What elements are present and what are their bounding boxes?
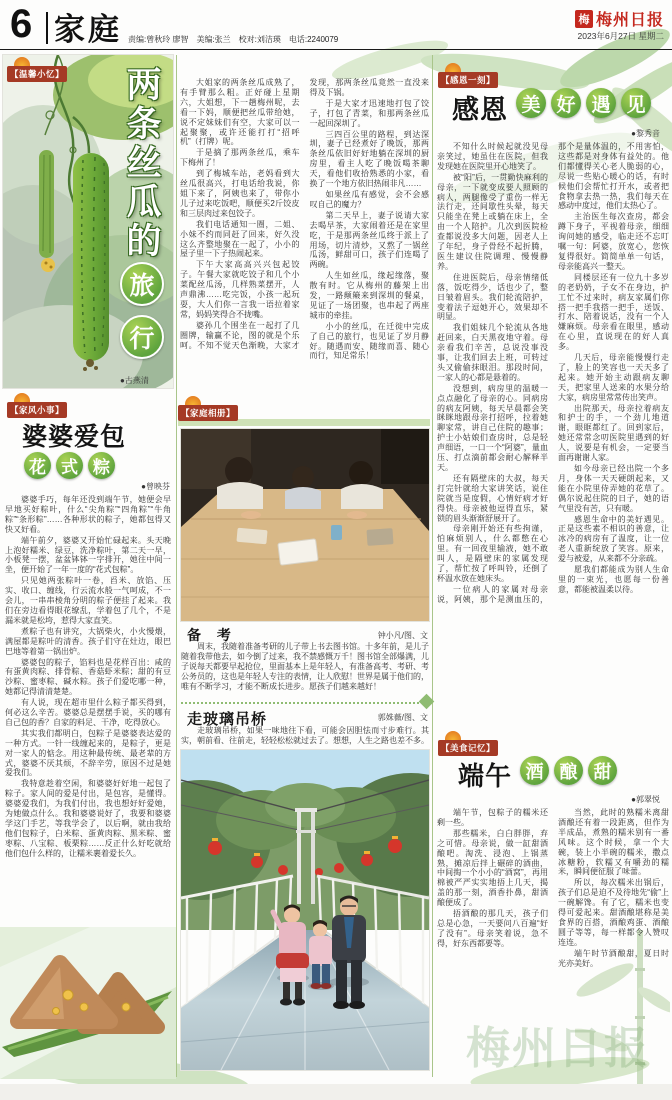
paragraph: 被“阳”后，一贯勤快麻利的母亲，一下就变成要人照顾的病人，两腿像受了重伤一样无法行走，还间歇性头晕，每天只能坐在凳上或躺在床上，全由一个人陪护。几次到医院检查都说没多大问题，因老人上了年纪，身子骨经不起折腾，医生建议住院调理、慢慢静养。 bbox=[437, 172, 548, 271]
title-circle-char: 行 bbox=[120, 315, 164, 359]
paragraph: 下午大家高高兴兴包起饺子。午餐大家就吃饺子和几个小菜配丝瓜汤，几样熟菜摆开，人声鼎沸……吃完饭，小孩一起玩耍，大人们你一言我一语拉着家常，妈妈笑得合不拢嘴。 bbox=[180, 260, 300, 319]
article-credit: 郭姝薇/图、文 bbox=[377, 713, 428, 722]
paragraph: 住进医院后，母亲情绪低落，饭吃得少，话也少了，整日皱着眉头。我们轮流陪护，变着法子逗她开心，效果却不明显。 bbox=[437, 272, 548, 322]
column-divider-right bbox=[432, 55, 433, 1077]
section-badge bbox=[438, 738, 498, 756]
paragraph: 那些糯米，白白胖胖，弃之可惜。母亲说，做一缸甜酒酿吧。淘洗、浸泡、上锅蒸熟，摊凉后拌上碾碎的酒曲，中间掏一个小小的“酒窝”，再用棉被严严实实地捂上几天，揭盖的那一刻，酒香扑鼻，甜酒酿便成了。 bbox=[437, 828, 548, 908]
column-divider-left bbox=[176, 55, 177, 1077]
paragraph: 煮粽子也有讲究，大锅柴火，小火慢煨，满屋都是粽叶的清香。孩子们守在灶边，眼巴巴地等着第一锅出炉。 bbox=[5, 626, 171, 656]
masthead bbox=[575, 7, 664, 30]
badge-label: 【家风小事】 bbox=[7, 402, 67, 418]
paragraph: 捂酒酿的那几天，孩子们总是心急，一天要问八百遍“好了没有”。母亲笑着说，急不得，好东西都要等。 bbox=[437, 909, 548, 948]
sun-icon bbox=[445, 731, 461, 740]
sun-icon bbox=[14, 57, 30, 66]
header-rule bbox=[0, 49, 672, 50]
paragraph: 小小的丝瓜，在迁徙中完成了自己的旅行，也见证了岁月静好。随遇而安、随缘而喜、随心而行，知足常乐！ bbox=[309, 321, 429, 361]
byline: ●曾映芬 bbox=[141, 482, 170, 491]
article-title-circles bbox=[120, 262, 164, 368]
zongzi-illustration bbox=[0, 927, 176, 1079]
article-body bbox=[437, 808, 669, 1040]
paragraph: 只见她两张粽叶一卷，舀米、放馅、压实、收口、缠线，行云流水般一气呵成，不一会儿，一串串棱角分明的粽子便挂了起来。我们在旁边看得眼花缭乱，学着包了几个，不是漏米就是松垮，惹得大家直笑。 bbox=[5, 576, 171, 625]
paragraph: 到了梅城车站，老妈看到大丝瓜很高兴，打电话给我说，你姐下来了，阿姨也来了，带你小儿子过来吃饭吧，顺便买2斤饺皮和三层肉过来包饺子。 bbox=[180, 169, 300, 218]
sun-icon bbox=[445, 63, 461, 72]
byline: ●古燕清 bbox=[120, 376, 149, 385]
photo-caption-title: 备 考 bbox=[187, 627, 237, 643]
paragraph: 不知什么时候起就没见母亲笑过，她虽住在医院，但我发现她在医院里开心地笑了。 bbox=[437, 142, 548, 171]
page-number: 6 bbox=[10, 2, 33, 46]
article-body: 走玻璃吊桥，如果一味地往下看，可能会因胆怯而寸步难行。其实，朝前看、往前走，轻轻松松就过去了。想想，人生之路也差不多。 bbox=[181, 726, 429, 745]
title-circle-char: 花 bbox=[24, 452, 51, 479]
paragraph: 还有隔壁床的大叔，每天打完针就给大家讲笑话，说住院就当是度假，心情好病才好得快。母亲被他逗得直乐，紧锁的眉头渐渐舒展开了。 bbox=[437, 473, 548, 523]
title-circle-char: 旅 bbox=[120, 262, 164, 306]
paragraph: 婆孙几个围坐在一起打了几圈牌，输赢不论，图的就是个乐呵。不知不觉天色渐晚，大家才发现，那两条丝瓜竟然一直没来得及下锅。 bbox=[180, 78, 429, 350]
paragraph: 婆婆手巧，每年还没到端午节，她便会早早地买好粽叶，什么“尖角粽”“四角粽”“牛角粽”“条形粽”……各种形状的粽子，她都包得又快又好看。 bbox=[5, 495, 171, 534]
title-circle-char: 粽 bbox=[88, 452, 115, 479]
masthead-name: 梅州日报 bbox=[595, 12, 664, 29]
title-circle-char: 见 bbox=[621, 88, 651, 118]
badge-label: 【美食记忆】 bbox=[438, 740, 498, 756]
badge-label: 【温馨小忆】 bbox=[7, 66, 67, 82]
glass-bridge-photo bbox=[181, 750, 429, 1070]
paragraph: 母亲刚开始还有些拘谨，怕麻烦别人，什么都憋在心里。有一回夜里输液，她不敢叫人，是隔壁床的家属发现了，帮忙按了呼叫铃，还倒了杯温水放在她床头。 bbox=[437, 524, 548, 583]
sun-icon bbox=[185, 396, 201, 405]
badge-label: 【家庭相册】 bbox=[178, 405, 238, 421]
article-title: 走玻璃吊桥 bbox=[187, 711, 268, 728]
editor-credits: 责编:曾秋玲 廖智 美编:张兰 校对:刘洁瑛 电话:2240079 bbox=[128, 35, 339, 44]
paragraph: 一位病人的家属对母亲说，阿姨，那个是测血压的，那个是量体温的，不用害怕，这些都是对身体有益处的。他们都懂得关心老人脆弱的心，尽说一些贴心暖心的话，有时候他们会帮忙打开水，或者把食物拿去热一热，我们每天在感动中度过，他们太热心了。 bbox=[437, 142, 669, 604]
article-body bbox=[5, 495, 171, 925]
title-circle-char: 遇 bbox=[586, 88, 616, 118]
paragraph: 端午时节酒酿甜，夏日时光亦美好。 bbox=[558, 948, 669, 968]
paragraph: 大姐家的两条丝瓜成熟了，有手臂那么粗。正好碰上星期六，大姐想，下一趟梅州呢，去看一下妈，顺便把丝瓜带给她，说不定妹妹们有空，大家可以一起聚聚，或许还能打打“招呼机”（打牌）呢。 bbox=[180, 78, 300, 147]
paragraph: 我特意趁着空闲，和婆婆好好地一起包了粽子。家人间的爱是付出，是包容，是懂得。婆婆爱我们，为我们付出，我也想好好爱她，为她做点什么。我和婆婆说好了，我要和婆婆学这门手艺，等我学会了，以后啊，就由我给他们包粽子，白米粽、蛋黄肉粽、黑米粽、蜜枣粽、八宝粽、板栗粽……反正什么好吃就给他们包什么样的，让糯米裹着爱长久。 bbox=[5, 779, 171, 858]
article-title: 端午 bbox=[458, 761, 513, 791]
article-body bbox=[180, 78, 429, 414]
paper-edge bbox=[0, 1084, 672, 1100]
article-title-vertical: 两条丝瓜的 bbox=[122, 66, 161, 261]
paragraph: 于是摘了那两条丝瓜，乘车下梅州了！ bbox=[180, 148, 300, 168]
paragraph: 第二天早上，妻子说请大家去喝早茶，大家闹着还是在家里吃，于是那两条丝瓜终于派上了用场，切片清炒，又熬了一锅丝瓜汤，鲜甜可口，孩子们连喝了两碗。 bbox=[309, 210, 429, 270]
dotted-separator bbox=[181, 702, 419, 704]
photo-caption-body: 周末，我随着准备考研的儿子带上书去图书馆。十多年前，是儿子随着我带他去，如今倒了过来，我不禁感慨万千！图书馆全部爆满，儿子说每天都要早起抢位，里面基本上是年轻人，有准备高考、考研、考公务员的，这也是年轻人专注的表情，让人欣慰！世界是属于他们的，唯有不断学习，才能不断成长进步。愿孩子们越来越好！ bbox=[181, 642, 429, 691]
title-circle-char: 好 bbox=[551, 88, 581, 118]
paragraph: 所以，每次糯米出锅后，孩子们总是迫不及待地先“偷”上一碗解馋。有了它，糯米也变得可爱起来。甜酒酿堪称是美食界的百搭，酒酿鸡蛋、酒酿圆子等等，每一样都令人赞叹连连。 bbox=[558, 878, 669, 947]
byline: ●郭翠悦 bbox=[631, 795, 660, 804]
photo-credit: 钟小凡/图、文 bbox=[377, 631, 428, 640]
article-title: 婆婆爱包 bbox=[22, 423, 127, 451]
badge-label: 【感恩一刻】 bbox=[438, 72, 498, 88]
paragraph: 三四百公里的路程，到达深圳，妻子已经煮好了晚饭，那两条丝瓜依旧好好地躺在深圳的厨房里，看主人吃了晚饭喝茶聊天，看他们收拾熟悉的小家，看换了一个地方依旧热闹非凡…… bbox=[309, 129, 429, 189]
paragraph: 没想到，病房里的温暖一点点融化了母亲的心。同病房的病友阿姨，每天早晨都会笑眯眯地跟母亲打招呼，拉着她聊家常，讲自己住院的趣事；护士小姑娘们查房时，总是轻声细语，一口一个“阿婆”，量血压、打点滴前都会耐心解释半天。 bbox=[437, 383, 548, 472]
paragraph: 我们姐妹几个轮流从各地赶回来，白天黑夜地守着。母亲看我们辛苦，总说没事没事，让我们回去上班，可转过头又偷偷抹眼泪。那段时间，一家人的心都是悬着的。 bbox=[437, 323, 548, 382]
article-title-circles bbox=[516, 88, 656, 118]
section-title: 家庭 bbox=[54, 12, 122, 47]
paragraph: 端午前夕，婆婆又开始忙碌起来。头天晚上泡好糯米、绿豆，洗净粽叶，第二天一早，小板凳一摆，盆盆钵钵一字排开，她往中间一坐，便开始了一年一度的“花式包粽”。 bbox=[5, 535, 171, 575]
section-badge bbox=[438, 70, 498, 88]
byline: ●黎秀音 bbox=[631, 129, 660, 138]
paragraph: 如果丝瓜有感觉，会不会感叹自己的魔力？ bbox=[309, 189, 429, 209]
title-circle-char: 美 bbox=[516, 88, 546, 118]
paragraph: 端午节，包粽子的糯米还剩一些。 bbox=[437, 808, 548, 827]
paragraph: 人生如丝瓜，缘起缘落，聚散有时。它从梅州的藤架上出发，一路颠簸来到深圳的餐桌，见证了一场团聚，也串起了两座城市的牵挂。 bbox=[309, 271, 429, 320]
section-badge bbox=[7, 400, 67, 418]
paragraph: 当然，此时的熟糯米离甜酒酿还有着一段距离，但作为半成品，煮熟的糯米别有一番风味。这个时候，拿一个大碗，装上小半碗的糯米，撒点冰糖粉，软糯又有嚼劲的糯米，瞬间便征服了味蕾。 bbox=[558, 808, 669, 877]
title-circle-char: 式 bbox=[56, 452, 83, 479]
paragraph: 出院那天，母亲拉着病友和护士的手，一个劲儿地道谢，眼眶都红了。回到家后，她还常常念叨医院里遇到的好人，说要是有机会，一定要当面再谢谢人家。 bbox=[558, 403, 669, 463]
paragraph: 愿我们都能成为别人生命里的一束光，也愿每一份善意，都能被温柔以待。 bbox=[558, 565, 669, 594]
title-circle-char: 酿 bbox=[554, 756, 583, 785]
article-body bbox=[437, 142, 669, 728]
title-circle-char: 甜 bbox=[588, 756, 617, 785]
article-title-circles bbox=[520, 756, 622, 785]
section-badge bbox=[7, 64, 67, 82]
paragraph: 如今母亲已经出院一个多月，身体一天天硬朗起来，又能在小院里侍弄她的花草了。偶尔说起住院的日子，她的语气里没有苦，只有暖。 bbox=[558, 464, 669, 513]
paragraph: 感恩生命中的美好遇见。正是这些素不相识的善意，让冰冷的病房有了温度，让一位老人重新绽放了笑容。原来，爱与被爱，从来都不分亲疏。 bbox=[558, 514, 669, 564]
paragraph: 几天后，母亲能慢慢行走了，脸上的笑容也一天天多了起来。她开始主动跟病友聊天，把家里人送来的水果分给大家，病房里常常传出笑声。 bbox=[558, 353, 669, 402]
sun-icon bbox=[14, 393, 30, 402]
article-title: 感恩 bbox=[452, 95, 508, 125]
paragraph: 我们电话通知一圈，二姐、小妹不约而同赶了回来，好久没这么齐整地聚在一起了，小小的屋子里一下子热闹起来。 bbox=[180, 219, 300, 259]
study-photo bbox=[181, 429, 429, 621]
section-badge bbox=[178, 403, 238, 421]
paragraph: 同楼层还有一位九十多岁的老奶奶，子女不在身边，护工忙不过来时，病友家属们你搭一把手我搭一把手，送饭、打水、陪着说话，没有一个人嫌麻烦。母亲看在眼里，感动在心里，直说现在的好人真多。 bbox=[558, 272, 669, 352]
paragraph: 主治医生每次查房，都会蹲下身子，平视着母亲，细细询问她的感受，临走还不忘叮嘱一句：阿婆，放宽心，您恢复得很好。简简单单一句话，母亲能高兴一整天。 bbox=[558, 212, 669, 271]
article-title-circles bbox=[24, 452, 120, 479]
paragraph: 于是大家才迅速地打包了饺子，打包了青菜，和那两条丝瓜一起回深圳了。 bbox=[309, 98, 429, 128]
title-circle-char: 酒 bbox=[520, 756, 549, 785]
header-divider bbox=[46, 12, 48, 44]
publication-date: 2023年6月27日 星期二 bbox=[577, 31, 664, 41]
paragraph: 其实我们都明白，包粽子是婆婆表达爱的一种方式。一针一线缠起来的，是粽子，更是对一家人的惦念。用这种最传统、最老辈的方式，婆婆不厌其烦，不辞辛劳，原因不过是她爱我们。 bbox=[5, 728, 171, 778]
masthead-logo-icon: 梅 bbox=[575, 10, 593, 28]
paragraph: 婆婆包的粽子，馅料也是花样百出：咸的有蛋黄肉粽、排骨粽、香菇虾米粽；甜的有豆沙粽、蜜枣粽、碱水粽。孩子们爱吃哪一种，她都记得清清楚楚。 bbox=[5, 657, 171, 697]
paragraph: 有人说，现在超市里什么粽子都买得到，何必这么辛苦。婆婆总是摆摆手说，买的哪有自己包的香？自家的料足、干净，吃得放心。 bbox=[5, 698, 171, 727]
watermark-logo: 梅州日报 bbox=[466, 1024, 650, 1073]
